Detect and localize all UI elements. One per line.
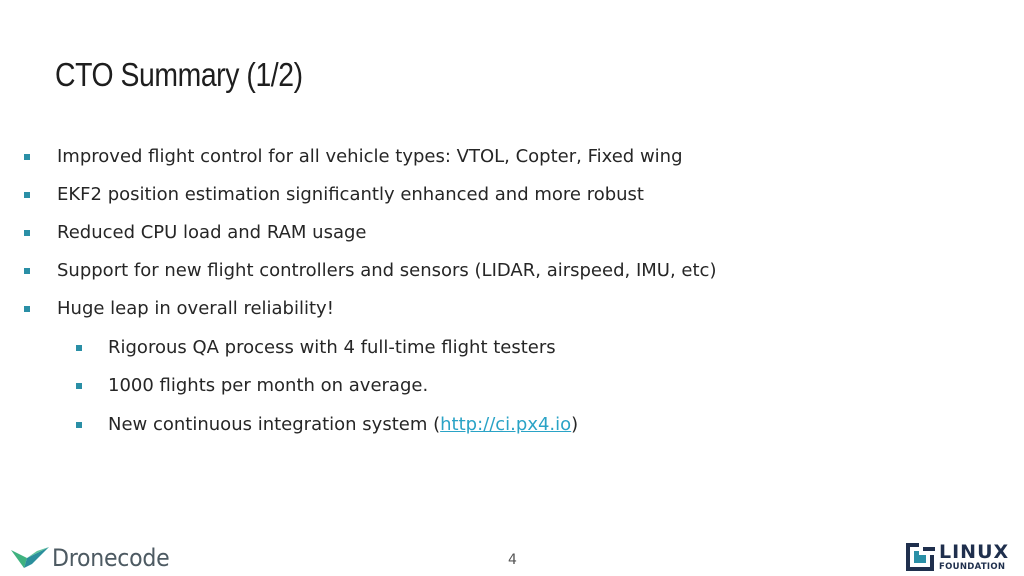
bullet-marker-icon xyxy=(24,192,30,198)
page-number: 4 xyxy=(508,552,517,568)
bullet-marker-icon xyxy=(76,383,82,389)
bullet-marker-icon xyxy=(24,268,30,274)
sub-bullet-text: 1000 flights per month on average. xyxy=(108,375,429,396)
linux-foundation-text xyxy=(939,540,1010,572)
bullet-text: Improved flight control for all vehicle types: VTOL, Copter, Fixed wing xyxy=(57,146,683,167)
bullet-marker-icon xyxy=(76,345,82,351)
bullet-text: Support for new flight controllers and sensors (LIDAR, airspeed, IMU, etc) xyxy=(57,260,717,281)
linux-foundation-bottom: FOUNDATION xyxy=(939,561,1006,572)
linux-foundation-mark-icon xyxy=(905,542,935,572)
linux-foundation-logo xyxy=(905,542,1009,572)
bullet-marker-icon xyxy=(24,154,30,160)
ci-link[interactable]: http://ci.px4.io xyxy=(440,414,572,435)
bullet-marker-icon xyxy=(24,230,30,236)
dronecode-logo xyxy=(10,544,180,572)
bullet-text: EKF2 position estimation significantly enhanced and more robust xyxy=(57,184,644,205)
sub-bullet-text: Rigorous QA process with 4 full-time flight testers xyxy=(108,337,556,358)
sub-bullet-text-after: ) xyxy=(571,414,579,435)
bullet-marker-icon xyxy=(76,422,82,428)
sub-bullet-text-before: New continuous integration system ( xyxy=(108,414,441,435)
bullet-text: Huge leap in overall reliability! xyxy=(57,298,334,319)
linux-foundation-top: LINUX xyxy=(939,540,1010,563)
bullet-marker-icon xyxy=(24,306,30,312)
bullet-text: Reduced CPU load and RAM usage xyxy=(57,222,367,243)
dronecode-wing-icon xyxy=(10,544,50,572)
dronecode-logo-text: Dronecode xyxy=(52,544,170,572)
slide-title: CTO Summary (1/2) xyxy=(55,56,303,93)
sub-bullet-text xyxy=(108,412,578,438)
